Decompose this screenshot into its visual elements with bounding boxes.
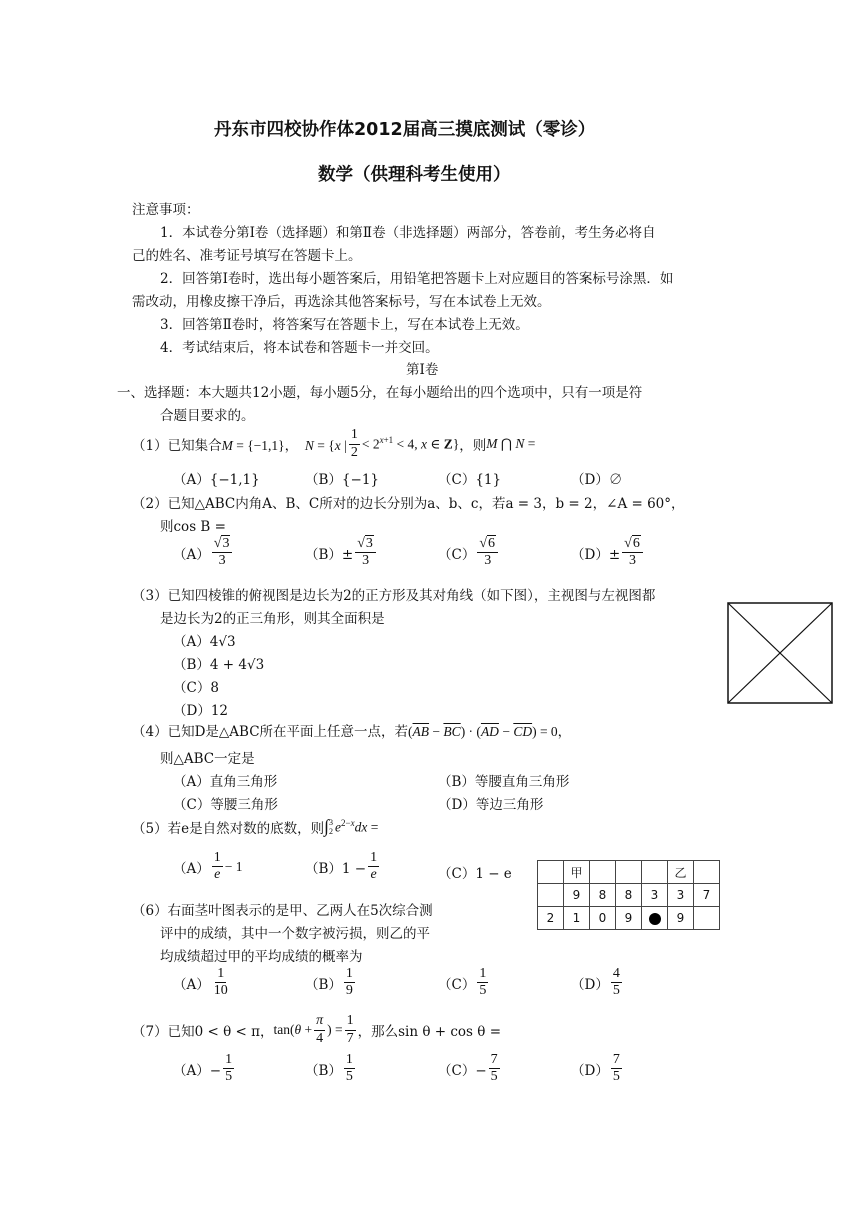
q7-option-c: （C）− $\frac{7}{5}$ <box>438 1052 498 1085</box>
section-heading-cont: 合题目要求的。 <box>160 408 255 424</box>
question-6: （6）右面茎叶图表示的是甲、乙两人在5次综合测 <box>132 903 433 919</box>
question-5: （5）若e是自然对数的底数，则 ∫ 3 2 $e^{2-x}dx$ = <box>132 816 379 837</box>
q4-option-c: （C）等腰三角形 <box>173 797 278 813</box>
square-diagonals-figure <box>727 602 833 704</box>
q6-option-c: （C） $\frac{1}{5}$ <box>438 966 487 999</box>
notice-item-1: 1．本试卷分第Ⅰ卷（选择题）和第Ⅱ卷（非选择题）两部分，答卷前，考生务必将自 <box>160 225 656 241</box>
q6-option-b: （B） $\frac{1}{9}$ <box>305 966 353 999</box>
q5-option-c: （C）1 − e <box>438 866 512 882</box>
smudged-digit-icon <box>642 907 668 930</box>
q7-option-a: （A）− $\frac{1}{5}$ <box>173 1052 233 1085</box>
question-2-cont: 则cos B = <box>160 519 226 535</box>
q2-option-a: （A） $\frac{√3}{3}$ <box>173 536 234 569</box>
q1-option-d: （D）∅ <box>571 472 623 488</box>
q1-option-b: （B）{−1} <box>305 472 379 488</box>
question-2: （2）已知△ABC内角A、B、C所对的边长分别为a、b、c，若a = 3，b = 2，∠A = 60°， <box>132 496 685 512</box>
question-4-prefix: （4）已知D是△ABC所在平面上任意一点，若 <box>132 724 409 740</box>
stem-leaf-header: 甲 乙 <box>538 861 720 884</box>
q3-option-d: （D）12 <box>173 703 229 719</box>
stem-leaf-row: 9 8 8 3 3 7 <box>538 884 720 907</box>
question-3-cont: 是边长为2的正三角形，则其全面积是 <box>160 611 385 627</box>
notice-heading: 注意事项： <box>132 202 200 218</box>
question-4-cont: 则△ABC一定是 <box>160 751 255 767</box>
question-1-tail: ，则 <box>459 438 487 454</box>
question-6-cont2: 均成绩超过甲的平均成绩的概率为 <box>160 949 363 965</box>
question-3: （3）已知四棱锥的俯视图是边长为2的正方形及其对角线（如下图），主视图与左视图都 <box>132 588 656 604</box>
stem-leaf-row: 2 1 0 9 9 <box>538 907 720 930</box>
notice-item-2: 2．回答第Ⅰ卷时，选出每小题答案后，用铅笔把答题卡上对应题目的答案标号涂黑．如 <box>160 271 674 287</box>
stem-leaf-table <box>537 860 720 930</box>
q1-option-a: （A）{−1,1} <box>173 472 260 488</box>
question-6-cont: 评中的成绩，其中一个数字被污损，则乙的平 <box>160 926 430 942</box>
notice-item-2-cont: 需改动，用橡皮擦干净后，再选涂其他答案标号，写在本试卷上无效。 <box>132 294 551 310</box>
page-subtitle: 数学（供理科考生使用） <box>318 165 511 185</box>
q4-option-a: （A）直角三角形 <box>173 774 278 790</box>
question-7: （7）已知0 < θ < π， tan(θ + $\frac{\pi}{4}$ ) = $\frac{1}{7}$ ，那么sin θ + cos θ = <box>132 1013 502 1046</box>
notice-item-1-cont: 己的姓名、准考证号填写在答题卡上。 <box>132 248 362 264</box>
question-1-prefix: （1）已知集合 <box>132 438 222 454</box>
q3-option-b: （B）4 + 4√3 <box>173 657 265 673</box>
notice-item-3: 3．回答第Ⅱ卷时，将答案写在答题卡上，写在本试卷上无效。 <box>160 317 529 333</box>
question-5-prefix: （5）若e是自然对数的底数，则 <box>132 820 325 837</box>
q4-option-b: （B）等腰直角三角形 <box>438 774 570 790</box>
q5-option-b: （B）1 − $\frac{1}{e}$ <box>305 850 378 883</box>
part-heading: 第Ⅰ卷 <box>406 362 439 378</box>
q2-option-d: （D）± $\frac{√6}{3}$ <box>571 536 645 569</box>
q5-option-a: （A） $\frac{1}{e}$ − 1 <box>173 850 243 883</box>
section-heading: 一、选择题：本大题共12小题，每小题5分，在每小题给出的四个选项中，只有一项是符 <box>117 385 643 401</box>
page-title: 丹东市四校协作体2012届高三摸底测试（零诊） <box>214 120 596 140</box>
q7-option-b: （B） $\frac{1}{5}$ <box>305 1052 353 1085</box>
question-4: （4）已知D是△ABC所在平面上任意一点，若 $(\overline{AB} - \overline{BC}) \cdot (\overline{AD} - \overline{CD}) = 0$， <box>132 720 571 740</box>
q6-option-d: （D） $\frac{4}{5}$ <box>571 966 620 999</box>
q1-option-c: （C）{1} <box>438 472 502 488</box>
q4-option-d: （D）等边三角形 <box>438 797 544 813</box>
notice-item-4: 4．考试结束后，将本试卷和答题卡一并交回。 <box>160 340 439 356</box>
q3-option-c: （C）8 <box>173 680 219 696</box>
question-1: （1）已知集合 M = {−1,1}， N = {x | $\frac{1}{2}$ < $2^{x+1} < 4$, x ∈ Z} ，则 M ⋂ N = <box>132 427 536 460</box>
question-7-prefix: （7）已知0 < θ < π， <box>132 1024 274 1040</box>
q7-option-d: （D） $\frac{7}{5}$ <box>571 1052 620 1085</box>
q2-option-b: （B）± $\frac{√3}{3}$ <box>305 536 378 569</box>
q3-option-a: （A）4√3 <box>173 634 236 650</box>
question-7-tail: ，那么sin θ + cos θ = <box>357 1024 502 1040</box>
q6-option-a: （A） $\frac{1}{10}$ <box>173 966 228 999</box>
q2-option-c: （C） $\frac{√6}{3}$ <box>438 536 500 569</box>
